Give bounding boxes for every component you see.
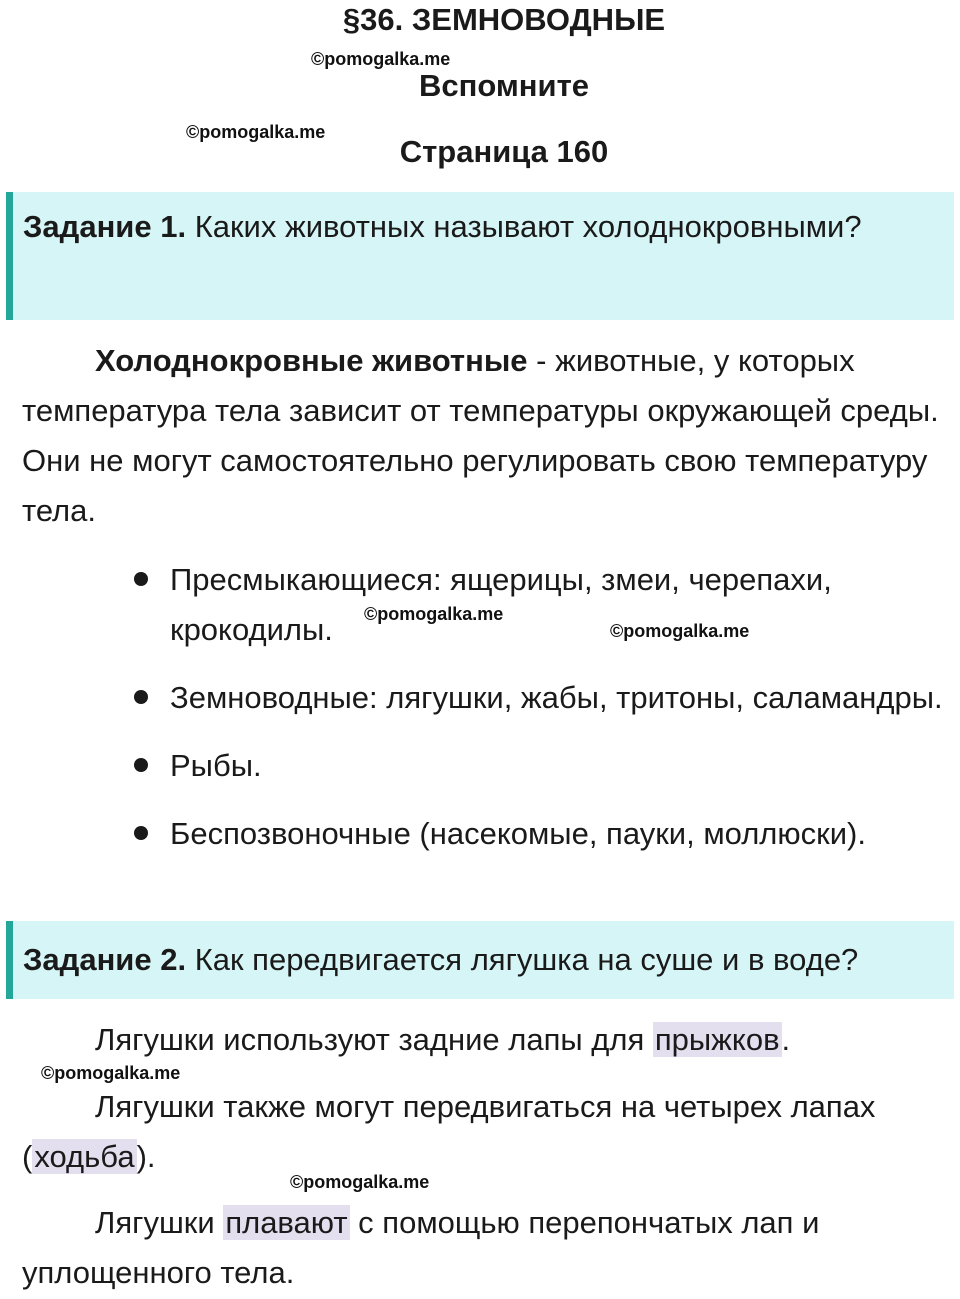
bullet-icon: [134, 690, 148, 704]
answer-2-paragraph-2: Лягушки также могут передвигаться на четырех лапах (ходьба).: [22, 1089, 876, 1174]
watermark: ©pomogalka.me: [290, 1172, 430, 1192]
list-item: Пресмыкающиеся: ящерицы, змеи, черепахи, крокодилы.: [0, 555, 960, 655]
highlight: прыжков: [654, 1022, 780, 1057]
task-2-question: Как передвигается лягушка на суше и в воде?: [186, 942, 859, 977]
task-1-question: Каких животных называют холоднокровными?: [186, 209, 862, 244]
page-title: §36. ЗЕМНОВОДНЫЕ: [342, 2, 666, 37]
answer-2-paragraph-3: Лягушки плавают с помощью перепончатых лап и уплощенного тела.: [22, 1205, 820, 1290]
list-item: Рыбы.: [0, 741, 960, 791]
answer-1-paragraph: [22, 336, 942, 536]
list-item: Земноводные: лягушки, жабы, тритоны, саламандры.: [0, 673, 960, 723]
watermark: ©pomogalka.me: [610, 621, 750, 641]
task-1-box: [6, 192, 954, 320]
answer-1-definition: - животные, у которых температура тела зависит от температуры окружающей среды. Они не могут самостоятельно регулировать свою температуру тела.: [22, 343, 939, 528]
highlight: плавают: [225, 1205, 348, 1240]
list-item: Беспозвоночные (насекомые, пауки, моллюски).: [0, 809, 960, 859]
answer-2-paragraph-1: Лягушки используют задние лапы для прыжков.: [95, 1022, 791, 1057]
watermark: ©pomogalka.me: [311, 49, 451, 69]
task-1-label: Задание 1.: [23, 209, 187, 244]
watermark: ©pomogalka.me: [186, 122, 326, 142]
bullet-icon: [134, 572, 148, 586]
page-number: Страница 160: [399, 134, 609, 169]
bullet-icon: [134, 826, 148, 840]
task-2-box: [6, 921, 954, 999]
watermark: ©pomogalka.me: [364, 604, 504, 624]
watermark: ©pomogalka.me: [41, 1063, 181, 1083]
section-subtitle: Вспомните: [418, 68, 589, 103]
answer-1-term: Холоднокровные животные: [95, 343, 528, 378]
bullet-icon: [134, 758, 148, 772]
task-2-label: Задание 2.: [23, 942, 187, 977]
highlight: ходьба: [34, 1139, 135, 1174]
